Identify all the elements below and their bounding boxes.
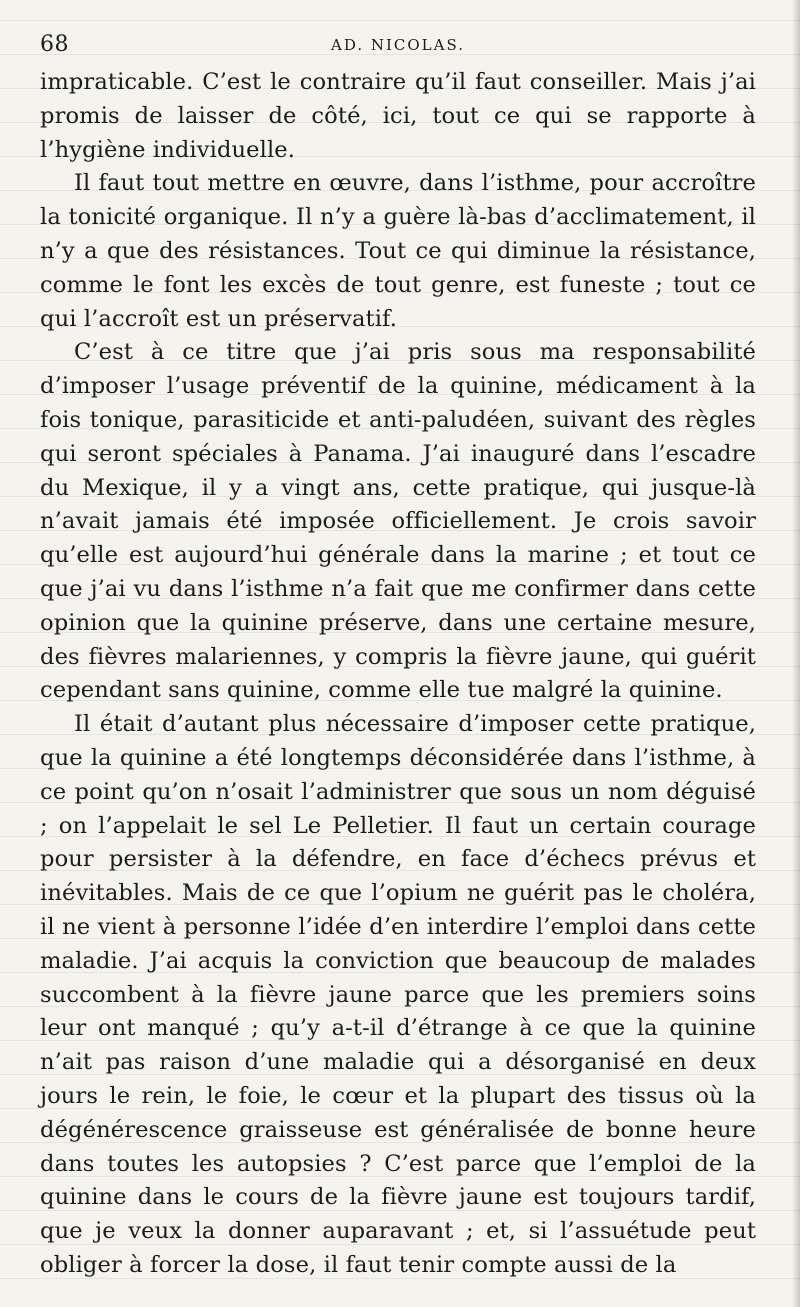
page-edge-shadow xyxy=(792,0,800,1307)
paragraph-1: impraticable. C’est le contraire qu’il faut conseiller. Mais j’ai promis de laisser de côté, ici, tout ce qui se rapporte à l’hygiène individuelle. xyxy=(40,69,756,163)
paragraph-2: Il faut tout mettre en œuvre, dans l’isthme, pour accroître la tonicité organique. Il n’y a guère là-bas d’acclimatement, il n’y a que des résistances. Tout ce qui diminue la résistance, comme le font les excès de tout genre, est funeste ; tout ce qui l’accroît est un préservatif. xyxy=(40,170,756,332)
paragraph-4: Il était d’autant plus nécessaire d’imposer cette pratique, que la quinine a été longtemps déconsidérée dans l’isthme, à ce point qu’on n’osait l’administrer que sous un nom déguisé ; on l’appelait le sel Le Pelletier. Il faut un certain courage pour persister à la défendre, en face d’échecs prévus et inévitables. Mais de ce que l’opium ne guérit pas le choléra, il ne vient à personne l’idée d’en interdire l’emploi dans cette maladie. J’ai acquis la conviction que beaucoup de malades succombent à la fièvre jaune parce que les premiers soins leur ont manqué ; qu’y a-t-il d’étrange à ce que la quinine n’ait pas raison d’une maladie qui a désorganisé en deux jours le rein, le foie, le cœur et la plupart des tissus où la dégénérescence graisseuse est généralisée de bonne heure dans toutes les autopsies ? C’est parce que l’emploi de la quinine dans le cours de la fièvre jaune est toujours tardif, que je veux la donner auparavant ; et, si l’assuétude peut obliger à forcer la dose, il faut tenir compte aussi de la xyxy=(40,711,756,1278)
running-head: AD. NICOLAS. xyxy=(331,36,465,54)
body-text xyxy=(40,66,756,1283)
page-number: 68 xyxy=(40,32,69,57)
page-header xyxy=(40,32,756,56)
paragraph-3: C’est à ce titre que j’ai pris sous ma responsabilité d’imposer l’usage préventif de la quinine, médicament à la fois tonique, parasiticide et anti-paludéen, suivant des règles qui seront spéciales à Panama. J’ai inauguré dans l’escadre du Mexique, il y a vingt ans, cette pratique, qui jusque-là n’avait jamais été imposée officiellement. Je crois savoir qu’elle est aujourd’hui générale dans la marine ; et tout ce que j’ai vu dans l’isthme n’a fait que me confirmer dans cette opinion que la quinine préserve, dans une certaine mesure, des fièvres malariennes, y compris la fièvre jaune, qui guérit cependant sans quinine, comme elle tue malgré la quinine. xyxy=(40,339,756,704)
